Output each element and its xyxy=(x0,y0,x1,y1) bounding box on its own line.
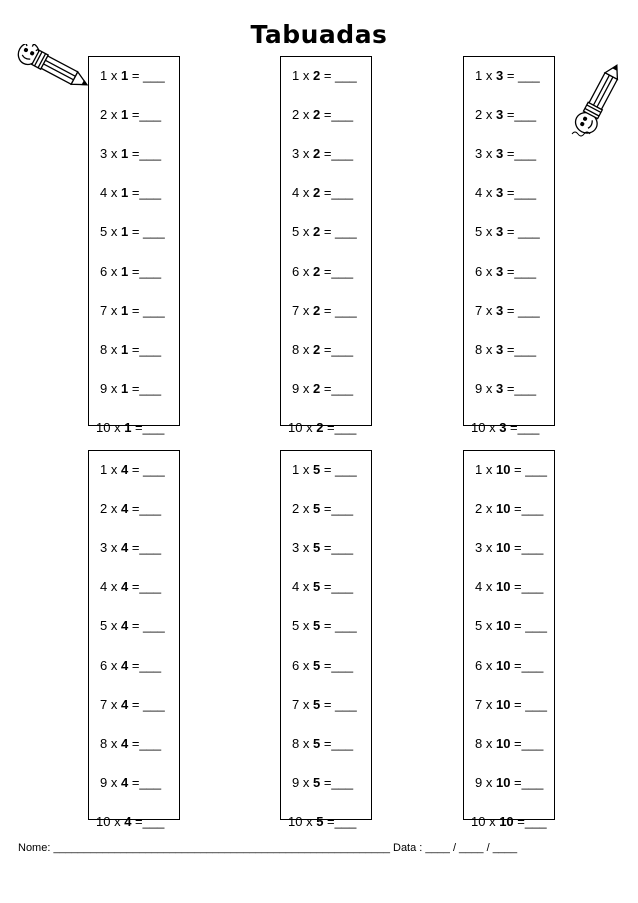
equation-row[interactable]: 5 x 5 = ___ xyxy=(292,618,357,634)
right-operand: 1 xyxy=(124,419,132,435)
equation-row[interactable]: 9 x 5 =___ xyxy=(292,774,354,790)
right-operand: 2 xyxy=(312,185,321,201)
answer-blank[interactable]: =___ xyxy=(128,341,162,357)
right-operand: 3 xyxy=(495,380,504,396)
equation-row[interactable]: 4 x 4 =___ xyxy=(100,579,162,595)
right-operand: 2 xyxy=(312,341,321,357)
right-operand: 4 xyxy=(120,501,129,517)
equation-row[interactable]: 8 x 5 =___ xyxy=(292,735,354,751)
right-operand: 4 xyxy=(120,462,129,477)
left-operand: 1 xyxy=(475,462,483,477)
right-operand: 5 xyxy=(312,462,321,477)
answer-blank[interactable]: =___ xyxy=(320,774,354,790)
answer-blank[interactable]: =___ xyxy=(128,146,162,162)
answer-blank[interactable]: =___ xyxy=(323,813,357,829)
equation-row[interactable]: 1 x 1 = ___ xyxy=(100,68,165,83)
equation-row[interactable]: 6 x 3 =___ xyxy=(475,263,537,279)
equation-row[interactable]: 3 x 5 =___ xyxy=(292,540,354,556)
answer-blank[interactable]: = ___ xyxy=(320,696,357,712)
equation-row[interactable]: 9 x 4 =___ xyxy=(100,774,162,790)
right-operand: 2 xyxy=(312,302,321,318)
right-operand: 1 xyxy=(120,68,129,83)
equation-row[interactable]: 6 x 10 =___ xyxy=(475,657,544,673)
answer-blank[interactable]: =___ xyxy=(320,380,354,396)
equation-row[interactable]: 10 x 1 =___ xyxy=(96,419,165,435)
left-operand: 1 xyxy=(292,68,300,83)
answer-blank[interactable]: =___ xyxy=(320,146,354,162)
answer-blank[interactable]: =___ xyxy=(128,579,162,595)
answer-blank[interactable]: =___ xyxy=(513,813,547,829)
left-operand: 7 xyxy=(475,302,483,318)
right-operand: 10 xyxy=(495,696,511,712)
answer-blank[interactable]: = ___ xyxy=(510,462,547,477)
right-operand: 5 xyxy=(312,579,321,595)
times-table-box xyxy=(463,450,555,829)
right-operand: 1 xyxy=(120,185,129,201)
right-operand: 10 xyxy=(495,501,511,517)
right-operand: 3 xyxy=(495,263,504,279)
answer-blank[interactable]: =___ xyxy=(510,501,544,517)
right-operand: 5 xyxy=(312,501,321,517)
left-operand: 5 xyxy=(100,618,108,634)
left-operand: 3 xyxy=(292,146,300,162)
answer-blank[interactable]: =___ xyxy=(510,540,544,556)
answer-blank[interactable]: =___ xyxy=(320,185,354,201)
equation-row[interactable]: 10 x 10 =___ xyxy=(471,813,547,829)
answer-blank[interactable]: = ___ xyxy=(128,68,165,83)
equation-row[interactable]: 3 x 3 =___ xyxy=(475,146,537,162)
left-operand: 10 xyxy=(96,813,111,829)
left-operand: 1 xyxy=(475,68,483,83)
left-operand: 2 xyxy=(292,107,300,123)
answer-blank[interactable]: =___ xyxy=(510,735,544,751)
answer-blank[interactable]: = ___ xyxy=(320,224,357,240)
equation-row[interactable]: 10 x 4 =___ xyxy=(96,813,165,829)
right-operand: 4 xyxy=(120,774,129,790)
right-operand: 5 xyxy=(312,774,321,790)
left-operand: 6 xyxy=(100,263,108,279)
right-operand: 10 xyxy=(499,813,514,829)
equation-row[interactable]: 3 x 2 =___ xyxy=(292,146,354,162)
equation-row[interactable]: 5 x 10 = ___ xyxy=(475,618,547,634)
equation-row[interactable]: 4 x 10 =___ xyxy=(475,579,544,595)
equation-row[interactable]: 1 x 10 = ___ xyxy=(475,462,547,477)
left-operand: 8 xyxy=(292,341,300,357)
left-operand: 9 xyxy=(292,380,300,396)
left-operand: 8 xyxy=(100,735,108,751)
times-table-box xyxy=(280,56,372,435)
left-operand: 6 xyxy=(292,263,300,279)
answer-blank[interactable]: = ___ xyxy=(510,696,547,712)
equation-row[interactable]: 6 x 5 =___ xyxy=(292,657,354,673)
answer-blank[interactable]: =___ xyxy=(320,540,354,556)
right-operand: 1 xyxy=(120,380,129,396)
left-operand: 3 xyxy=(475,146,483,162)
left-operand: 8 xyxy=(100,341,108,357)
right-operand: 1 xyxy=(120,107,129,123)
answer-blank[interactable]: =___ xyxy=(128,735,162,751)
equation-row[interactable]: 1 x 2 = ___ xyxy=(292,68,357,83)
equation-row[interactable]: 5 x 1 = ___ xyxy=(100,224,165,240)
right-operand: 5 xyxy=(312,696,321,712)
answer-blank[interactable]: =___ xyxy=(506,419,540,435)
equation-row[interactable]: 3 x 1 =___ xyxy=(100,146,162,162)
right-operand: 2 xyxy=(312,263,321,279)
equation-row[interactable]: 3 x 10 =___ xyxy=(475,540,544,556)
left-operand: 7 xyxy=(292,696,300,712)
right-operand: 2 xyxy=(312,107,321,123)
left-operand: 5 xyxy=(475,618,483,634)
equation-row[interactable]: 9 x 10 =___ xyxy=(475,774,544,790)
answer-blank[interactable]: = ___ xyxy=(503,302,540,318)
answer-blank[interactable]: =___ xyxy=(128,185,162,201)
left-operand: 8 xyxy=(292,735,300,751)
equation-row[interactable]: 4 x 1 =___ xyxy=(100,185,162,201)
answer-blank[interactable]: = ___ xyxy=(128,302,165,318)
answer-blank[interactable]: =___ xyxy=(503,380,537,396)
left-operand: 6 xyxy=(475,657,483,673)
left-operand: 7 xyxy=(100,696,108,712)
left-operand: 9 xyxy=(292,774,300,790)
answer-blank[interactable]: =___ xyxy=(320,657,354,673)
right-operand: 1 xyxy=(120,263,129,279)
equation-row[interactable]: 1 x 5 = ___ xyxy=(292,462,357,477)
answer-blank[interactable]: =___ xyxy=(320,107,354,123)
answer-blank[interactable]: =___ xyxy=(128,380,162,396)
right-operand: 5 xyxy=(312,657,321,673)
right-operand: 1 xyxy=(120,302,129,318)
left-operand: 5 xyxy=(292,224,300,240)
left-operand: 2 xyxy=(100,107,108,123)
equation-row[interactable]: 7 x 2 = ___ xyxy=(292,302,357,318)
answer-blank[interactable]: =___ xyxy=(510,774,544,790)
left-operand: 2 xyxy=(475,107,483,123)
answer-blank[interactable]: =___ xyxy=(503,341,537,357)
date-label: Data : xyxy=(393,842,423,854)
left-operand: 5 xyxy=(292,618,300,634)
answer-blank[interactable]: = ___ xyxy=(128,696,165,712)
right-operand: 3 xyxy=(495,107,504,123)
times-table-box xyxy=(88,56,180,435)
left-operand: 2 xyxy=(475,501,483,517)
answer-blank[interactable]: =___ xyxy=(128,774,162,790)
answer-blank[interactable]: = ___ xyxy=(128,618,165,634)
left-operand: 4 xyxy=(100,185,108,201)
equation-row[interactable]: 6 x 1 =___ xyxy=(100,263,162,279)
equation-row[interactable]: 8 x 2 =___ xyxy=(292,341,354,357)
equation-row[interactable]: 9 x 1 =___ xyxy=(100,380,162,396)
left-operand: 1 xyxy=(100,68,108,83)
answer-blank[interactable]: = ___ xyxy=(503,68,540,83)
right-operand: 3 xyxy=(495,68,504,83)
right-operand: 10 xyxy=(495,540,511,556)
left-operand: 6 xyxy=(475,263,483,279)
left-operand: 9 xyxy=(100,774,108,790)
left-operand: 8 xyxy=(475,341,483,357)
left-operand: 3 xyxy=(292,540,300,556)
right-operand: 4 xyxy=(120,540,129,556)
name-field[interactable]: _______________________________________________________ xyxy=(50,842,390,854)
right-operand: 1 xyxy=(120,341,129,357)
answer-blank[interactable]: =___ xyxy=(128,107,162,123)
left-operand: 9 xyxy=(475,774,483,790)
equation-row[interactable]: 8 x 10 =___ xyxy=(475,735,544,751)
left-operand: 4 xyxy=(475,185,483,201)
right-operand: 2 xyxy=(312,380,321,396)
answer-blank[interactable]: =___ xyxy=(510,579,544,595)
equation-row[interactable]: 10 x 2 =___ xyxy=(288,419,357,435)
pencil-right-icon xyxy=(562,50,636,148)
answer-blank[interactable]: =___ xyxy=(320,501,354,517)
left-operand: 4 xyxy=(292,579,300,595)
left-operand: 2 xyxy=(100,501,108,517)
equation-row[interactable]: 4 x 2 =___ xyxy=(292,185,354,201)
right-operand: 10 xyxy=(495,579,511,595)
answer-blank[interactable]: = ___ xyxy=(320,68,357,83)
equation-row[interactable]: 7 x 1 = ___ xyxy=(100,302,165,318)
answer-blank[interactable]: =___ xyxy=(503,146,537,162)
right-operand: 4 xyxy=(120,579,129,595)
left-operand: 5 xyxy=(475,224,483,240)
answer-blank[interactable]: =___ xyxy=(503,185,537,201)
right-operand: 10 xyxy=(495,735,511,751)
equation-row[interactable]: 5 x 2 = ___ xyxy=(292,224,357,240)
answer-blank[interactable]: =___ xyxy=(510,657,544,673)
left-operand: 8 xyxy=(475,735,483,751)
equation-row[interactable]: 2 x 3 =___ xyxy=(475,107,537,123)
right-operand: 3 xyxy=(499,419,507,435)
left-operand: 10 xyxy=(288,419,303,435)
right-operand: 4 xyxy=(124,813,132,829)
times-table-box xyxy=(280,450,372,829)
left-operand: 4 xyxy=(100,579,108,595)
equation-row[interactable]: 2 x 1 =___ xyxy=(100,107,162,123)
left-operand: 9 xyxy=(475,380,483,396)
left-operand: 1 xyxy=(100,462,108,477)
right-operand: 3 xyxy=(495,185,504,201)
answer-blank[interactable]: = ___ xyxy=(503,224,540,240)
answer-blank[interactable]: =___ xyxy=(128,501,162,517)
left-operand: 7 xyxy=(100,302,108,318)
answer-blank[interactable]: = ___ xyxy=(320,302,357,318)
equation-row[interactable]: 4 x 3 =___ xyxy=(475,185,537,201)
equation-row[interactable]: 1 x 3 = ___ xyxy=(475,68,540,83)
left-operand: 4 xyxy=(292,185,300,201)
answer-blank[interactable]: =___ xyxy=(320,341,354,357)
left-operand: 10 xyxy=(96,419,111,435)
right-operand: 4 xyxy=(120,618,129,634)
equation-row[interactable]: 2 x 5 =___ xyxy=(292,501,354,517)
date-field[interactable]: ____ / ____ / ____ xyxy=(422,842,518,854)
left-operand: 2 xyxy=(292,501,300,517)
left-operand: 3 xyxy=(100,540,108,556)
equation-row[interactable]: 2 x 10 =___ xyxy=(475,501,544,517)
answer-blank[interactable]: =___ xyxy=(128,657,162,673)
answer-blank[interactable]: =___ xyxy=(320,579,354,595)
right-operand: 10 xyxy=(495,462,511,477)
equation-row[interactable]: 10 x 5 =___ xyxy=(288,813,357,829)
right-operand: 3 xyxy=(495,146,504,162)
left-operand: 10 xyxy=(471,813,486,829)
equation-row[interactable]: 9 x 3 =___ xyxy=(475,380,537,396)
equation-row[interactable]: 5 x 4 = ___ xyxy=(100,618,165,634)
equation-row[interactable]: 9 x 2 =___ xyxy=(292,380,354,396)
right-operand: 1 xyxy=(120,224,129,240)
right-operand: 2 xyxy=(312,68,321,83)
equation-row[interactable]: 7 x 3 = ___ xyxy=(475,302,540,318)
name-label: Nome: xyxy=(18,842,51,854)
left-operand: 7 xyxy=(475,696,483,712)
left-operand: 10 xyxy=(288,813,303,829)
left-operand: 3 xyxy=(100,146,108,162)
equation-row[interactable]: 6 x 2 =___ xyxy=(292,263,354,279)
right-operand: 4 xyxy=(120,735,129,751)
answer-blank[interactable]: =___ xyxy=(503,107,537,123)
answer-blank[interactable]: =___ xyxy=(131,419,165,435)
right-operand: 5 xyxy=(312,735,321,751)
left-operand: 1 xyxy=(292,462,300,477)
answer-blank[interactable]: =___ xyxy=(131,813,165,829)
right-operand: 3 xyxy=(495,224,504,240)
pencil-left-icon xyxy=(6,44,92,110)
equation-row[interactable]: 2 x 4 =___ xyxy=(100,501,162,517)
equation-row[interactable]: 1 x 4 = ___ xyxy=(100,462,165,477)
right-operand: 2 xyxy=(312,224,321,240)
answer-blank[interactable]: = ___ xyxy=(128,224,165,240)
equation-row[interactable]: 4 x 5 =___ xyxy=(292,579,354,595)
equation-row[interactable]: 7 x 10 = ___ xyxy=(475,696,547,712)
answer-blank[interactable]: = ___ xyxy=(320,618,357,634)
times-table-box xyxy=(463,56,555,435)
footer xyxy=(18,842,517,854)
equation-row[interactable]: 6 x 4 =___ xyxy=(100,657,162,673)
equation-row[interactable]: 3 x 4 =___ xyxy=(100,540,162,556)
left-operand: 6 xyxy=(100,657,108,673)
equation-row[interactable]: 2 x 2 =___ xyxy=(292,107,354,123)
answer-blank[interactable]: = ___ xyxy=(128,462,165,477)
equation-row[interactable]: 8 x 1 =___ xyxy=(100,341,162,357)
answer-blank[interactable]: =___ xyxy=(128,540,162,556)
right-operand: 3 xyxy=(495,341,504,357)
right-operand: 2 xyxy=(316,419,324,435)
answer-blank[interactable]: =___ xyxy=(320,735,354,751)
right-operand: 10 xyxy=(495,618,511,634)
equation-row[interactable]: 7 x 5 = ___ xyxy=(292,696,357,712)
answer-blank[interactable]: =___ xyxy=(320,263,354,279)
left-operand: 4 xyxy=(475,579,483,595)
equation-row[interactable]: 7 x 4 = ___ xyxy=(100,696,165,712)
right-operand: 2 xyxy=(312,146,321,162)
left-operand: 7 xyxy=(292,302,300,318)
left-operand: 3 xyxy=(475,540,483,556)
equation-row[interactable]: 10 x 3 =___ xyxy=(471,419,540,435)
right-operand: 4 xyxy=(120,657,129,673)
left-operand: 10 xyxy=(471,419,486,435)
right-operand: 5 xyxy=(312,540,321,556)
right-operand: 4 xyxy=(120,696,129,712)
right-operand: 5 xyxy=(312,618,321,634)
left-operand: 9 xyxy=(100,380,108,396)
right-operand: 10 xyxy=(495,657,511,673)
left-operand: 6 xyxy=(292,657,300,673)
left-operand: 5 xyxy=(100,224,108,240)
times-table-box xyxy=(88,450,180,829)
equation-row[interactable]: 5 x 3 = ___ xyxy=(475,224,540,240)
answer-blank[interactable]: =___ xyxy=(128,263,162,279)
page-title: Tabuadas xyxy=(250,20,388,49)
equation-row[interactable]: 8 x 4 =___ xyxy=(100,735,162,751)
right-operand: 3 xyxy=(495,302,504,318)
answer-blank[interactable]: = ___ xyxy=(320,462,357,477)
right-operand: 5 xyxy=(316,813,324,829)
equation-row[interactable]: 8 x 3 =___ xyxy=(475,341,537,357)
right-operand: 10 xyxy=(495,774,511,790)
answer-blank[interactable]: =___ xyxy=(503,263,537,279)
answer-blank[interactable]: =___ xyxy=(323,419,357,435)
right-operand: 1 xyxy=(120,146,129,162)
answer-blank[interactable]: = ___ xyxy=(510,618,547,634)
